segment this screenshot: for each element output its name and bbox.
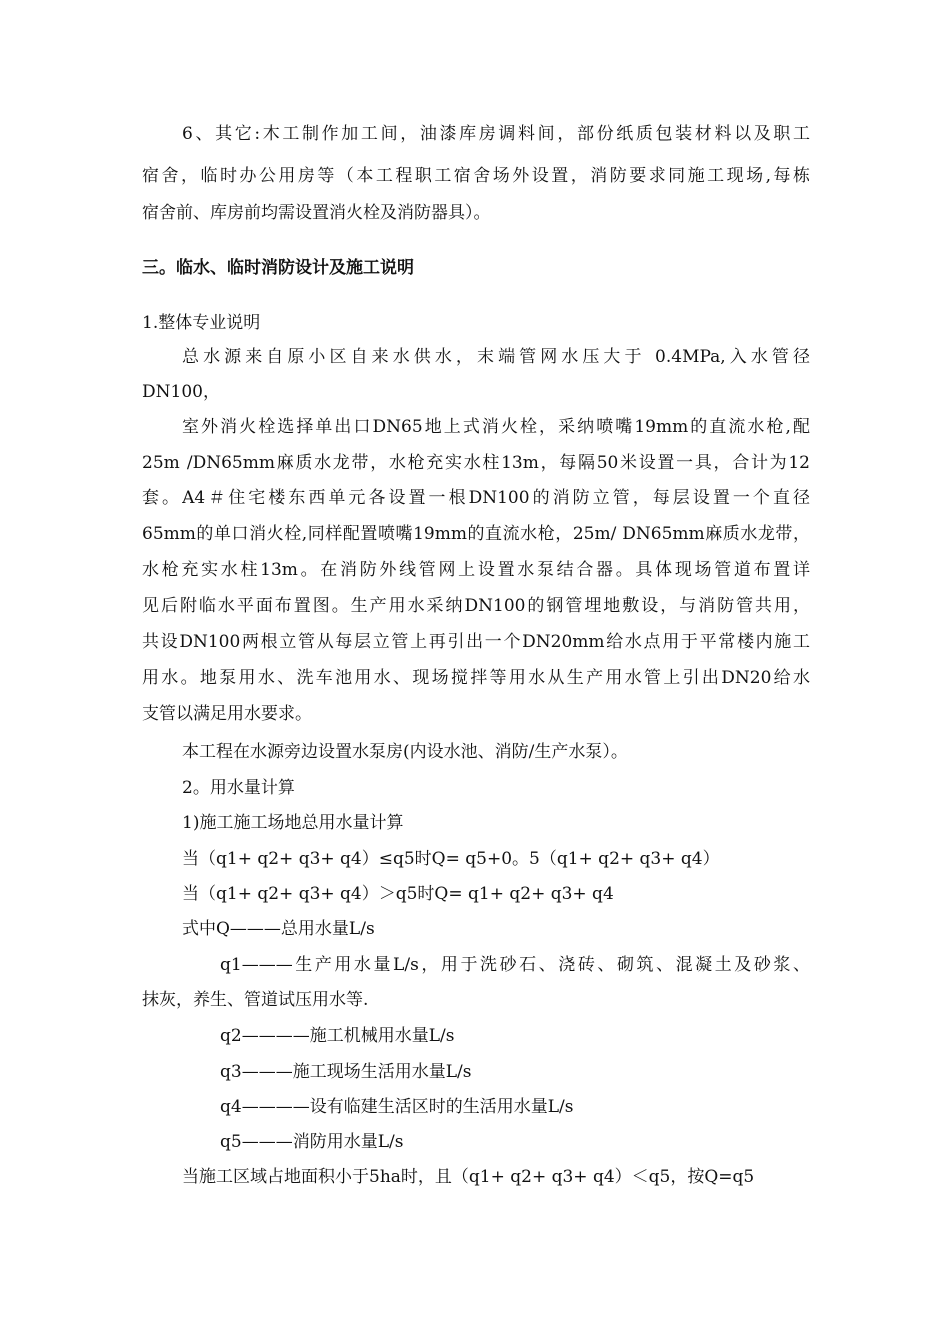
formula-1: 当（q1+ q2+ q3+ q4）≤q5时Q= q5+0。5（q1+ q2+ q3+ q4） bbox=[182, 849, 720, 869]
paragraph-hydrant-line-4: 65mm的单口消火栓,同样配置喷嘴19mm的直流水枪，25m/ DN65mm麻质水龙带， bbox=[142, 524, 810, 544]
paragraph-hydrant-line-2: 25m /DN65mm麻质水龙带，水枪充实水柱13m，每隔50米设置一具，合计为12 bbox=[142, 453, 810, 473]
definition-q4: q4————设有临建生活区时的生活用水量L/s bbox=[220, 1097, 574, 1117]
paragraph-hydrant-line-6: 见后附临水平面布置图。生产用水采纳DN100的钢管埋地敷设，与消防管共用， bbox=[142, 596, 810, 616]
paragraph-other-line-1: 6、其它:木工制作加工间，油漆库房调料间，部份纸质包装材料以及职工 bbox=[182, 124, 810, 144]
definition-q1-line-2: 抹灰，养生、管道试压用水等. bbox=[142, 990, 369, 1010]
definition-q1-line-1: q1———生产用水量L/s，用于洗砂石、浇砖、砌筑、混凝土及砂浆、 bbox=[220, 955, 810, 975]
definition-q: 式中Q———总用水量L/s bbox=[182, 919, 375, 939]
paragraph-hydrant-line-9: 支管以满足用水要求。 bbox=[142, 704, 312, 724]
subsection-2-title: 2。用水量计算 bbox=[182, 778, 295, 798]
definition-q5: q5———消防用水量L/s bbox=[220, 1132, 404, 1152]
paragraph-source-line-1: 总水源来自原小区自来水供水，末端管网水压大于 0.4MPa,入水管径 bbox=[182, 347, 810, 367]
paragraph-other-line-3: 宿舍前、库房前均需设置消火栓及消防器具）。 bbox=[142, 203, 491, 223]
subsection-2-1-title: 1)施工施工场地总用水量计算 bbox=[182, 813, 404, 833]
paragraph-hydrant-line-7: 共设DN100两根立管从每层立管上再引出一个DN20mm给水点用于平常楼内施工 bbox=[142, 632, 810, 652]
paragraph-last-line: 当施工区域占地面积小于5ha时，且（q1+ q2+ q3+ q4）＜q5，按Q=q5 bbox=[182, 1167, 755, 1187]
paragraph-pump: 本工程在水源旁边设置水泵房(内设水池、消防/生产水泵）。 bbox=[182, 742, 628, 762]
definition-q2: q2————施工机械用水量L/s bbox=[220, 1026, 455, 1046]
paragraph-hydrant-line-5: 水枪充实水柱13m。在消防外线管网上设置水泵结合器。具体现场管道布置详 bbox=[142, 560, 810, 580]
paragraph-hydrant-line-1: 室外消火栓选择单出口DN65地上式消火栓，采纳喷嘴19mm的直流水枪,配 bbox=[182, 417, 810, 437]
subsection-1-title: 1.整体专业说明 bbox=[142, 313, 261, 333]
paragraph-other-line-2: 宿舍，临时办公用房等（本工程职工宿舍场外设置，消防要求同施工现场,每栋 bbox=[142, 166, 810, 186]
paragraph-hydrant-line-8: 用水。地泵用水、洗车池用水、现场搅拌等用水从生产用水管上引出DN20给水 bbox=[142, 668, 810, 688]
definition-q3: q3———施工现场生活用水量L/s bbox=[220, 1062, 472, 1082]
paragraph-hydrant-line-3: 套。A4＃住宅楼东西单元各设置一根DN100的消防立管，每层设置一个直径 bbox=[142, 488, 810, 508]
section-title: 三。临水、临时消防设计及施工说明 bbox=[142, 258, 414, 278]
formula-2: 当（q1+ q2+ q3+ q4）＞q5时Q= q1+ q2+ q3+ q4 bbox=[182, 884, 614, 904]
paragraph-source-line-2: DN100， bbox=[142, 382, 220, 402]
